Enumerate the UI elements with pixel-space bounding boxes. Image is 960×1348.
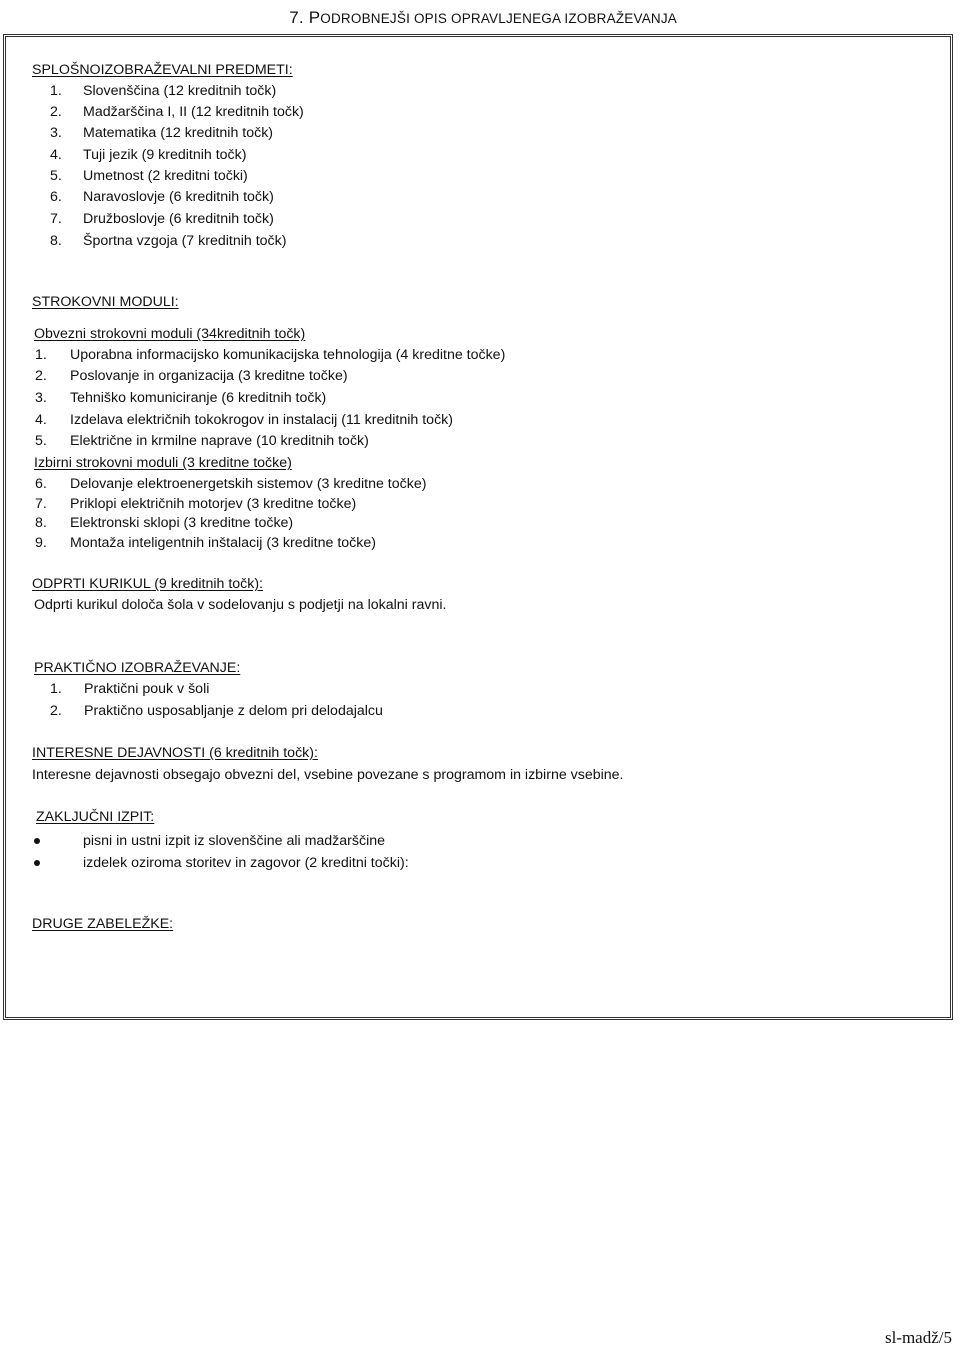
elective-modules-heading: Izbirni strokovni moduli (3 kreditne točke): [34, 455, 292, 471]
page-title: [289, 8, 677, 28]
list-number: 1.: [50, 83, 62, 99]
list-number: 1.: [35, 347, 47, 363]
bullet-icon: [34, 860, 40, 866]
list-item: Praktični pouk v šoli: [84, 681, 210, 697]
list-item: Praktično usposabljanje z delom pri delodajalcu: [84, 703, 383, 719]
list-number: 5.: [35, 433, 47, 449]
list-item: Naravoslovje (6 kreditnih točk): [83, 189, 274, 205]
notes-heading: DRUGE ZABELEŽKE:: [32, 916, 174, 932]
list-number: 3.: [35, 390, 47, 406]
activities-text: Interesne dejavnosti obsegajo obvezni del, vsebine povezane s programom in izbirne vsebine.: [32, 767, 624, 783]
list-number: 2.: [50, 703, 62, 719]
list-number: 8.: [50, 233, 62, 249]
list-item: Izdelava električnih tokokrogov in instalacij (11 kreditnih točk): [70, 412, 453, 428]
list-number: 5.: [50, 168, 62, 184]
title-rest: ODROBNEJŠI OPIS OPRAVLJENEGA IZOBRAŽEVANJA: [320, 11, 677, 26]
list-item: Elektronski sklopi (3 kreditne točke): [70, 515, 294, 531]
list-item: Priklopi električnih motorjev (3 kreditne točke): [70, 496, 357, 512]
list-item: izdelek oziroma storitev in zagovor (2 kreditni točki):: [83, 855, 409, 871]
list-item: pisni in ustni izpit iz slovenščine ali madžarščine: [83, 833, 386, 849]
list-item: Matematika (12 kreditnih točk): [83, 125, 274, 141]
list-number: 7.: [35, 496, 47, 512]
list-item: Delovanje elektroenergetskih sistemov (3 kreditne točke): [70, 476, 427, 492]
modules-heading: STROKOVNI MODULI:: [32, 294, 179, 310]
list-number: 3.: [50, 125, 62, 141]
list-item: Umetnost (2 kreditni točki): [83, 168, 248, 184]
list-number: 2.: [35, 368, 47, 384]
list-item: Električne in krmilne naprave (10 kreditnih točk): [70, 433, 369, 449]
final-exam-heading: ZAKLJUČNI IZPIT:: [36, 809, 155, 825]
list-item: Uporabna informacijsko komunikacijska tehnologija (4 kreditne točke): [70, 347, 506, 363]
list-number: 2.: [50, 104, 62, 120]
list-number: 9.: [35, 535, 47, 551]
list-number: 6.: [35, 476, 47, 492]
list-number: 6.: [50, 189, 62, 205]
list-item: Tehniško komuniciranje (6 kreditnih točk): [70, 390, 327, 406]
list-number: 8.: [35, 515, 47, 531]
list-number: 1.: [50, 681, 62, 697]
list-item: Slovenščina (12 kreditnih točk): [83, 83, 277, 99]
open-curriculum-heading: ODPRTI KURIKUL (9 kreditnih točk):: [32, 576, 264, 592]
practical-heading: PRAKTIČNO IZOBRAŽEVANJE:: [34, 660, 241, 676]
activities-heading: INTERESNE DEJAVNOSTI (6 kreditnih točk):: [32, 745, 318, 761]
list-number: 7.: [50, 211, 62, 227]
list-item: Poslovanje in organizacija (3 kreditne točke): [70, 368, 348, 384]
list-item: Športna vzgoja (7 kreditnih točk): [83, 233, 287, 249]
title-number: 7.: [289, 8, 309, 27]
page-label: sl-madž/5: [884, 1328, 952, 1347]
mandatory-modules-heading: Obvezni strokovni moduli (34kreditnih točk): [34, 326, 306, 342]
list-number: 4.: [50, 147, 62, 163]
general-subjects-heading: SPLOŠNOIZOBRAŽEVALNI PREDMETI:: [32, 62, 293, 78]
list-item: Tuji jezik (9 kreditnih točk): [83, 147, 247, 163]
list-item: Družboslovje (6 kreditnih točk): [83, 211, 274, 227]
title-initial: P: [308, 8, 321, 27]
bullet-icon: [34, 838, 40, 844]
open-curriculum-text: Odprti kurikul določa šola v sodelovanju s podjetji na lokalni ravni.: [34, 597, 447, 613]
list-number: 4.: [35, 412, 47, 428]
list-item: Montaža inteligentnih inštalacij (3 kreditne točke): [70, 535, 376, 551]
list-item: Madžarščina I, II (12 kreditnih točk): [83, 104, 304, 120]
